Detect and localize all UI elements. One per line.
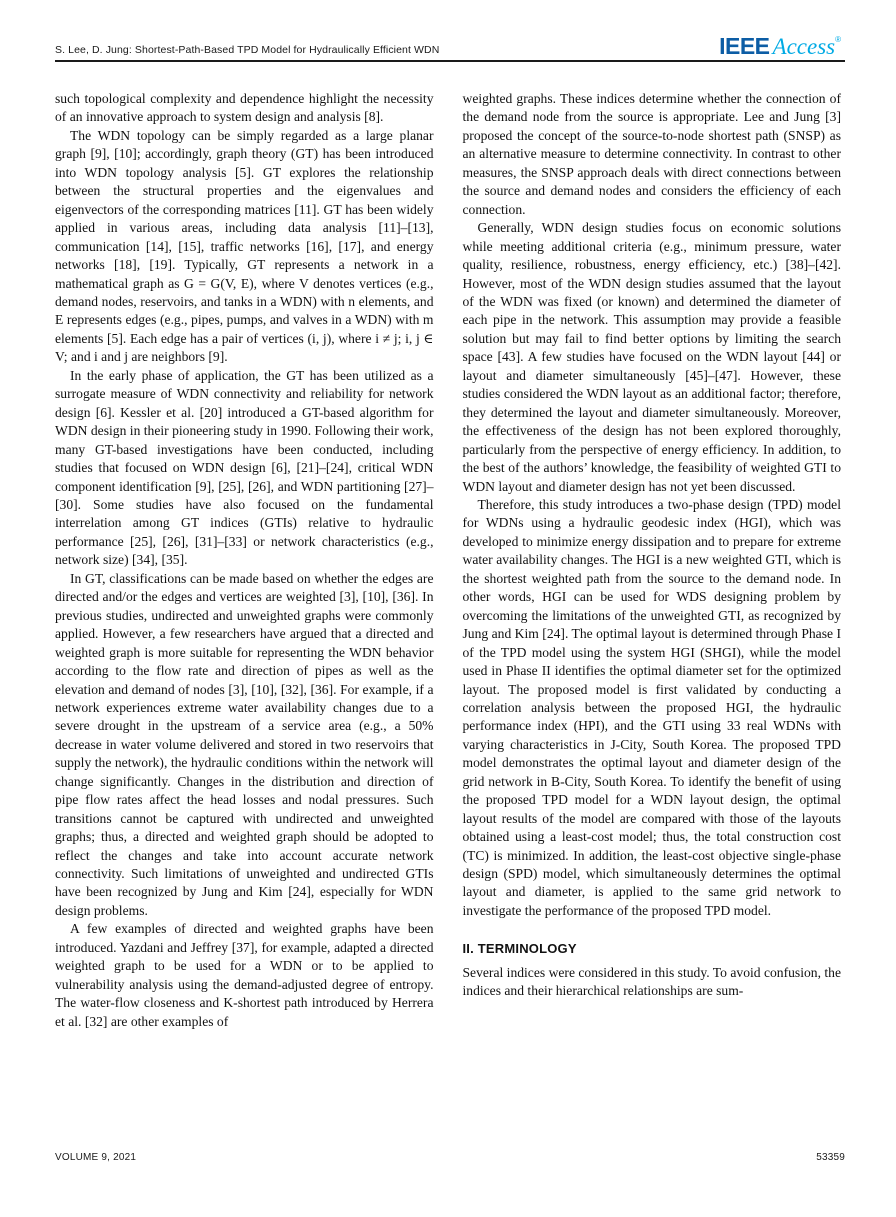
registered-mark: ®	[835, 35, 841, 44]
section-heading-terminology: II. TERMINOLOGY	[462, 941, 577, 957]
page-header	[55, 24, 841, 60]
paragraph: A few examples of directed and weighted graphs have been introduced. Yazdani and Jeffrey [37], for example, adapted a directed weighted graph to be used for a WDN or to be applied to vulnerability analysis using the demand-adjusted degree of entropy. The water-flow closeness and K-shortest path introduced by Herrera et al. [32] are other examples of	[55, 921, 434, 1029]
article-body	[55, 90, 841, 1031]
paragraph: Several indices were considered in this study. To avoid confusion, the indices and their hierarchical relationships are sum-	[462, 964, 841, 999]
ieee-access-logo	[719, 35, 841, 60]
paragraph: Generally, WDN design studies focus on economic solutions while meeting additional criteria (e.g., minimum pressure, water quality, resilience, robustness, energy efficiency, etc.) [38]–[42]. However, most of the WDN design studies assumed that the layout of the WDN was fixed (or known) and determined the diameter of each pipe in the network. This assumption may provide a feasible solution but may fail to find better options by limiting the search space [43]. A few studies have focused on the WDN layout [44] or layout and diameter simultaneously [45]–[47]. However, these studies considered the WDN layout as an additional factor; therefore, they determined the layout and diameter simultaneously. Moreover, the effectiveness of the design has not been explored thoroughly, particularly from the perspective of energy efficiency. In addition, to the best of the authors’ knowledge, the feasibility of weighted GTI to WDN layout and diameter design has not yet been discussed.	[462, 220, 841, 494]
right-column	[463, 90, 842, 1031]
paragraph: In GT, classifications can be made based on whether the edges are directed and/or the edges and vertices are weighted [3], [10], [36]. In previous studies, undirected and unweighted graphs were commonly applied. However, a few researchers have argued that a directed and weighted graph is more suitable for representing the WDN behavior according to the flow rate and direction of pipes as well as the elevation and demand of nodes [3], [10], [32], [36]. For example, if a network experiences extreme water availability changes due to a severe drought in the upstream of a service area (e.g., a 50% decrease in water volume delivered and stored in two reservoirs that supply the network), the hydraulic conditions within the network will change significantly. Changes in the distribution and direction of pipe flow rates affect the head losses and nodal pressures. Such transitions cannot be captured with undirected and unweighted graphs; thus, a directed and weighted graph should be adopted to reflect the changes and take into account accurate network connectivity. Such limitations of unweighted and undirected GTIs have been recognized by Jung and Kim [24], especially for WDN design problems.	[55, 570, 434, 918]
page-number: 53359	[816, 1152, 845, 1163]
ieee-logo-text: IEEE	[719, 33, 770, 59]
header-rule	[55, 60, 845, 62]
running-head: S. Lee, D. Jung: Shortest-Path-Based TPD Model for Hydraulically Efficient WDN	[55, 44, 440, 56]
paragraph: In the early phase of application, the GT has been utilized as a surrogate measure of WDN connectivity and reliability for network design [6]. Kessler et al. [20] introduced a GT-based algorithm for WDN design in their pioneering study in 1990. Following their work, many GT-based investigations have been conducted, including studies that focused on WDN design [6], [21]–[24], critical WDN component identification [9], [25], [26], and WDN partitioning [27]–[30]. Some studies have also focused on the fundamental interrelation among GT indices (GTIs) relative to hydraulic performance [25], [26], [31]–[33] or network characteristics (e.g., network size) [34], [35].	[55, 367, 434, 568]
left-column	[55, 90, 434, 1031]
volume-label: VOLUME 9, 2021	[55, 1152, 137, 1163]
paragraph: The WDN topology can be simply regarded as a large planar graph [9], [10]; accordingly, graph theory (GT) has been introduced into WDN topology analysis [5]. GT explores the relationship between the structural properties and the eigenvalues and eigenvectors of the corresponding matrices [11]. GT has been widely applied in various areas, including data analysis [11]–[13], communication [14], [15], traffic networks [16], [17], and energy networks [18], [19]. Typically, GT represents a network in a mathematical graph as G = G(V, E), where V denotes vertices (e.g., demand nodes, reservoirs, and tanks in a WDN) with n elements, and E represents edges (e.g., pipes, pumps, and valves in a WDN) with m elements [5]. Each edge has a pair of vertices (i, j), where i ≠ j; i, j ∈ V; and i and j are neighbors [9].	[55, 127, 434, 365]
paragraph: Therefore, this study introduces a two-phase design (TPD) model for WDNs using a hydraulic geodesic index (HGI), which was developed to minimize energy dissipation and to prepare for extreme water availability changes. The HGI is a new weighted GTI, which is the shortest weighted path from the source to the demand node. In other words, HGI can be used for WDS designing problem by overcoming the limitations of the unweighted GTI, as recognized by Jung and Kim [24]. The optimal layout is determined through Phase I of the TPD model using the system HGI (SHGI), while the model used in Phase II identifies the optimal diameter set for the optimized layout. The proposed model is first validated by conducting a correlation analysis between the proposed HGI, the hydraulic performance index (HPI), and the GTI using 33 real WDNs with varying characteristics in J-City, South Korea. The proposed TPD model demonstrates the optimal layout and diameter design of the grid network in B-City, South Korea. To identify the benefit of using the proposed TPD model for a WDN layout design, the optimal layout results of the model are compared with those of the layouts obtained using a least-cost model; thus, the total construction cost (TC) is minimized. In addition, the least-cost objective single-phase design (SPD) model, which simultaneously determines the optimal layout and diameter, is applied to the same grid network to investigate the performance of the proposed TPD model.	[462, 496, 841, 918]
paragraph: weighted graphs. These indices determine whether the connection of the demand node from the source is appropriate. Lee and Jung [3] proposed the concept of the source-to-node shortest path (SNSP) as an alternative measure to determine connectivity. In contrast to other measures, the SNSP approach deals with direct connections between the source and demand nodes and considers the efficiency of each connection.	[462, 91, 841, 217]
paragraph: such topological complexity and dependence highlight the necessity of an innovative approach to system design and analysis [8].	[55, 91, 434, 125]
page-footer	[55, 1152, 845, 1163]
access-logo-text: Access	[772, 34, 836, 59]
